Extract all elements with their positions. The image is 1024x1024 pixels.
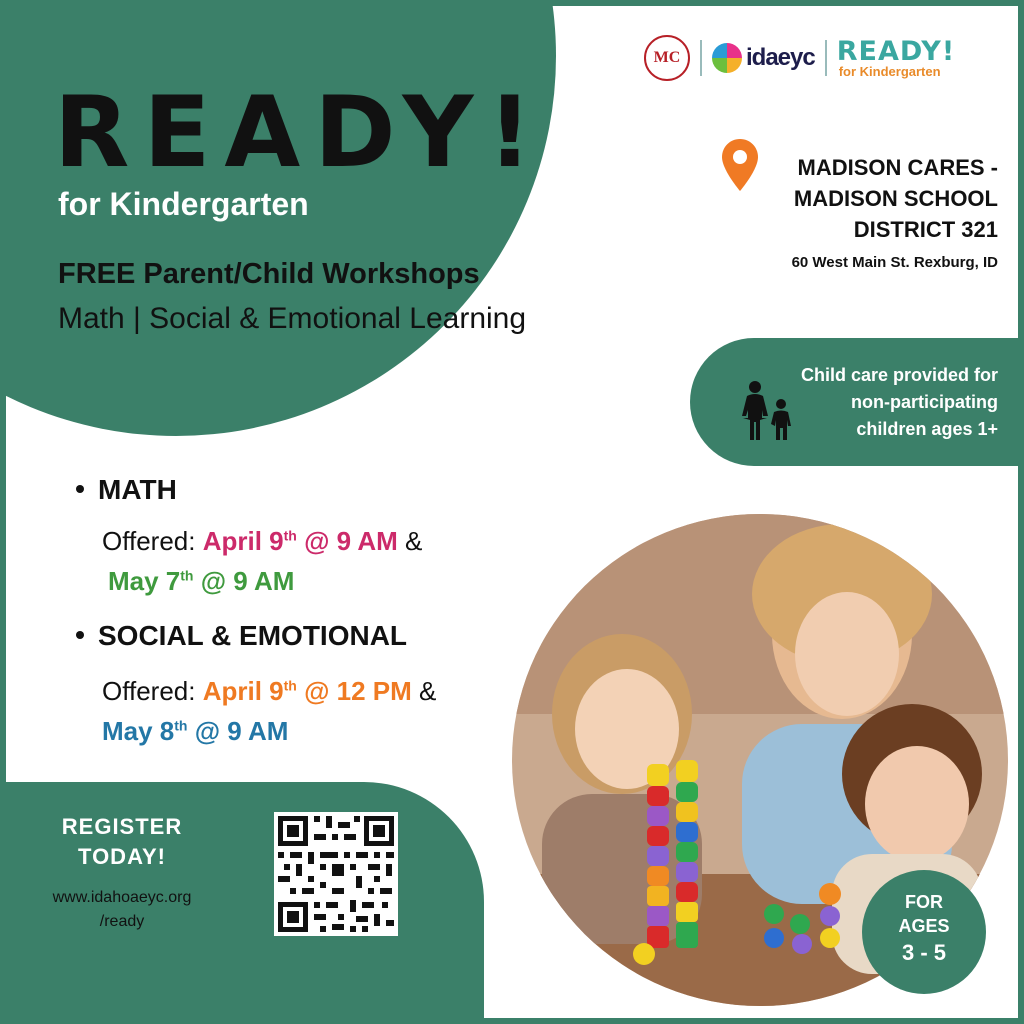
- ready-logo-subtitle: for Kindergarten: [838, 64, 941, 79]
- session-date: May 8th @ 9 AM: [102, 716, 289, 746]
- ampersand: &: [419, 676, 437, 706]
- register-url-line: www.idahoaeyc.org: [52, 889, 192, 906]
- mc-logo-text: MC: [653, 49, 681, 66]
- register-line: REGISTER: [61, 814, 183, 839]
- idaeyc-logo: [712, 43, 815, 73]
- register-panel: [6, 782, 484, 1018]
- session-title: MATH: [98, 474, 177, 505]
- idaeyc-logo-text: idaeyc: [746, 44, 815, 71]
- session-math-offered-2: [108, 566, 294, 597]
- session-date: April 9th @ 9 AM: [202, 526, 398, 556]
- workshop-topics: Math | Social & Emotional Learning: [58, 302, 527, 335]
- session-date: May 7th @ 9 AM: [108, 566, 295, 596]
- location-name-line: MADISON CARES -: [797, 155, 998, 180]
- offered-label: Offered:: [102, 676, 196, 706]
- main-title: READY!: [54, 76, 547, 190]
- session-sel-offered-2: [102, 716, 288, 747]
- partner-logos: [644, 32, 955, 84]
- session-title: SOCIAL & EMOTIONAL: [98, 620, 408, 651]
- ages-text: [862, 890, 986, 968]
- logo-divider: [700, 40, 702, 76]
- family-icon: [740, 380, 794, 440]
- bullet-icon: [76, 485, 84, 493]
- register-url-line: /ready: [99, 913, 145, 930]
- bullet-icon: [76, 631, 84, 639]
- childcare-banner: [690, 338, 1018, 466]
- offered-label: Offered:: [102, 526, 196, 556]
- session-math-offered: [102, 526, 422, 557]
- ready-kindergarten-logo: [837, 38, 955, 78]
- register-line: TODAY!: [78, 844, 166, 869]
- location-name-line: MADISON SCHOOL: [793, 186, 998, 211]
- puzzle-icon: [712, 43, 742, 73]
- childcare-line: children ages 1+: [856, 419, 998, 439]
- location-name: [794, 152, 998, 245]
- location-address: 60 West Main St. Rexburg, ID: [791, 254, 998, 271]
- childcare-line: Child care provided for: [800, 365, 998, 385]
- ages-badge: [862, 870, 986, 994]
- workshops-heading: FREE Parent/Child Workshops: [58, 258, 480, 290]
- session-social-emotional: [76, 620, 407, 652]
- location-pin-icon: [722, 139, 758, 191]
- main-subtitle: for Kindergarten: [58, 186, 309, 222]
- session-sel-offered: [102, 676, 436, 707]
- madison-cares-logo: [644, 35, 690, 81]
- location-name-line: DISTRICT 321: [853, 217, 998, 242]
- ages-line: AGES: [898, 916, 950, 936]
- ampersand: &: [405, 526, 423, 556]
- childcare-line: non-participating: [851, 392, 998, 412]
- qr-code[interactable]: [274, 812, 398, 936]
- qr-code-icon: [274, 812, 398, 936]
- childcare-text: [801, 362, 998, 443]
- ready-logo-title: READY!: [836, 36, 956, 67]
- register-title: [42, 812, 202, 872]
- session-math: [76, 474, 177, 506]
- ages-range: 3 - 5: [901, 940, 947, 965]
- register-url[interactable]: [32, 886, 212, 934]
- session-date: April 9th @ 12 PM: [202, 676, 412, 706]
- flyer: [6, 6, 1018, 1018]
- logo-divider: [825, 40, 827, 76]
- ages-line: FOR: [905, 892, 943, 912]
